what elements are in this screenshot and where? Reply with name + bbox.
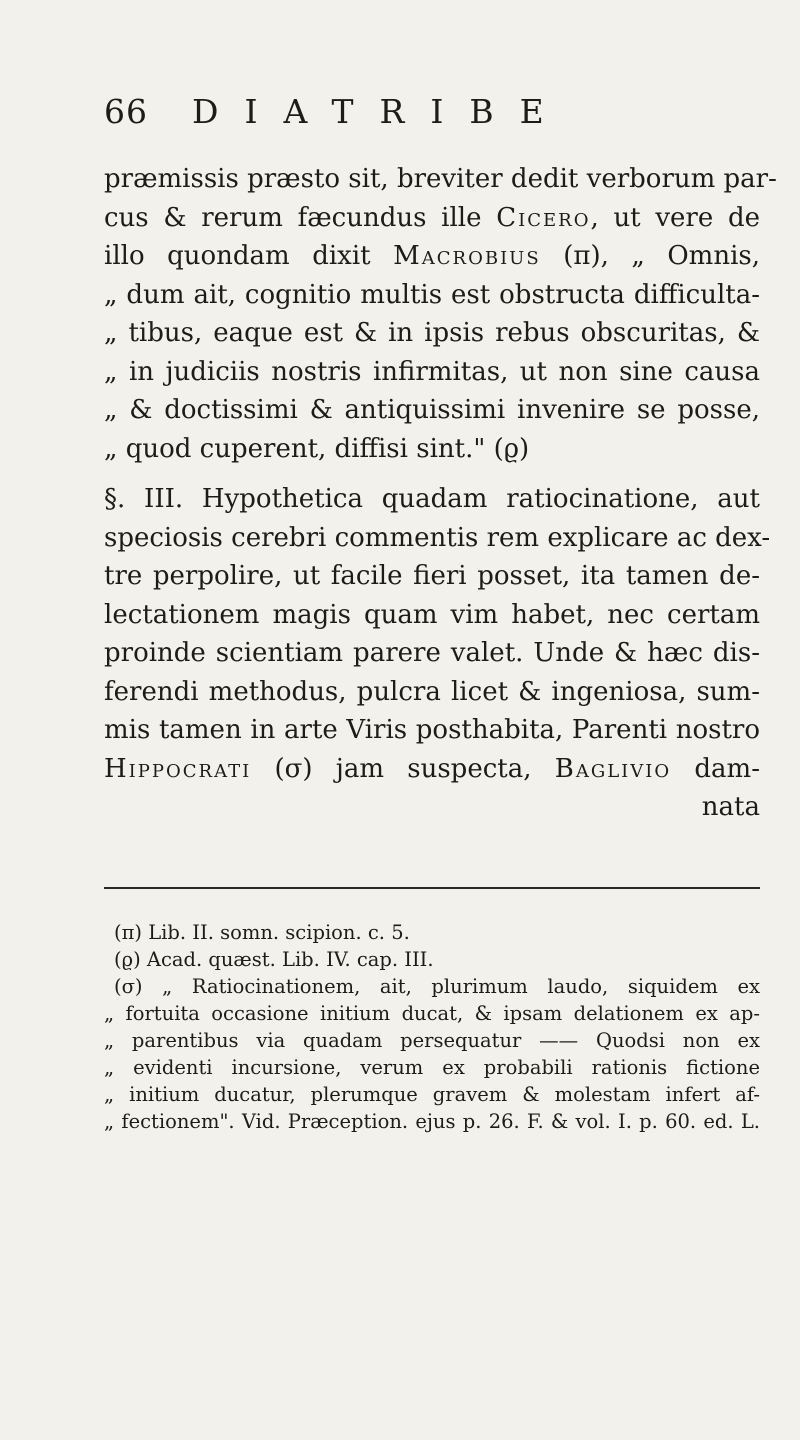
text-line: speciosis cerebri commentis rem explicare ac dex- (104, 522, 771, 553)
text-line: cus & rerum fæcundus ille Cicero, ut vere de (104, 202, 760, 233)
footnote-line: „ initium ducatur, plerumque gravem & molestam infert af- (104, 1082, 760, 1106)
text-line: „ in judiciis nostris infirmitas, ut non sine causa (104, 356, 760, 387)
footnote-line: „ fectionem". Vid. Præception. ejus p. 26. F. & vol. I. p. 60. ed. L. (104, 1109, 760, 1133)
footnote-pi: (π) Lib. II. somn. scipion. c. 5. (114, 920, 410, 944)
page-header (104, 92, 760, 144)
footnote-separator (104, 887, 760, 889)
main-text (104, 160, 777, 827)
text-line: Hippocrati (σ) jam suspecta, Baglivio dam- (104, 753, 760, 784)
running-title: DIATRIBE (192, 92, 570, 131)
author-name-baglivio: Baglivio (554, 753, 672, 784)
text-line: „ dum ait, cognitio multis est obstructa difficulta- (104, 279, 760, 310)
author-name-hippocrati: Hippocrati (104, 753, 252, 784)
text-line: proinde scientiam parere valet. Unde & hæc dis- (104, 638, 760, 668)
author-name-macrobius: Macrobius (393, 241, 541, 271)
footnote-line: „ parentibus via quadam persequatur —— Quodsi non ex (104, 1028, 760, 1052)
paragraph-gap (104, 468, 760, 480)
text-line: illo quondam dixit Macrobius (π), „ Omnis, (104, 241, 760, 271)
footnote-rho: (ϱ) Acad. quæst. Lib. IV. cap. III. (114, 947, 434, 971)
text-line: „ quod cuperent, diffisi sint." (ϱ) (104, 433, 530, 464)
footnote-line: „ evidenti incursione, verum ex probabili rationis fictione (104, 1055, 760, 1079)
text-line: ferendi methodus, pulcra licet & ingeniosa, sum- (104, 676, 760, 707)
text-line: mis tamen in arte Viris posthabita, Parenti nostro (104, 715, 760, 745)
footnotes (104, 919, 760, 1135)
text-line: præmissis præsto sit, breviter dedit verborum par- (104, 164, 777, 194)
section-heading-line: §. III. Hypothetica quadam ratiocinatione, aut (104, 484, 760, 514)
page-number: 66 (104, 92, 148, 131)
author-name-cicero: Cicero (496, 202, 591, 233)
text-line: tre perpolire, ut facile fieri posset, ita tamen de- (104, 561, 760, 591)
text-line: „ & doctissimi & antiquissimi invenire se posse, (104, 395, 760, 425)
footnote-sigma: (σ) „ Ratiocinationem, ait, plurimum laudo, siquidem ex (114, 974, 760, 998)
text-line: lectationem magis quam vim habet, nec certam (104, 599, 760, 630)
catchword: nata (701, 792, 760, 822)
text-line: „ tibus, eaque est & in ipsis rebus obscuritas, & (104, 318, 760, 348)
footnote-line: „ fortuita occasione initium ducat, & ipsam delationem ex ap- (104, 1001, 760, 1025)
